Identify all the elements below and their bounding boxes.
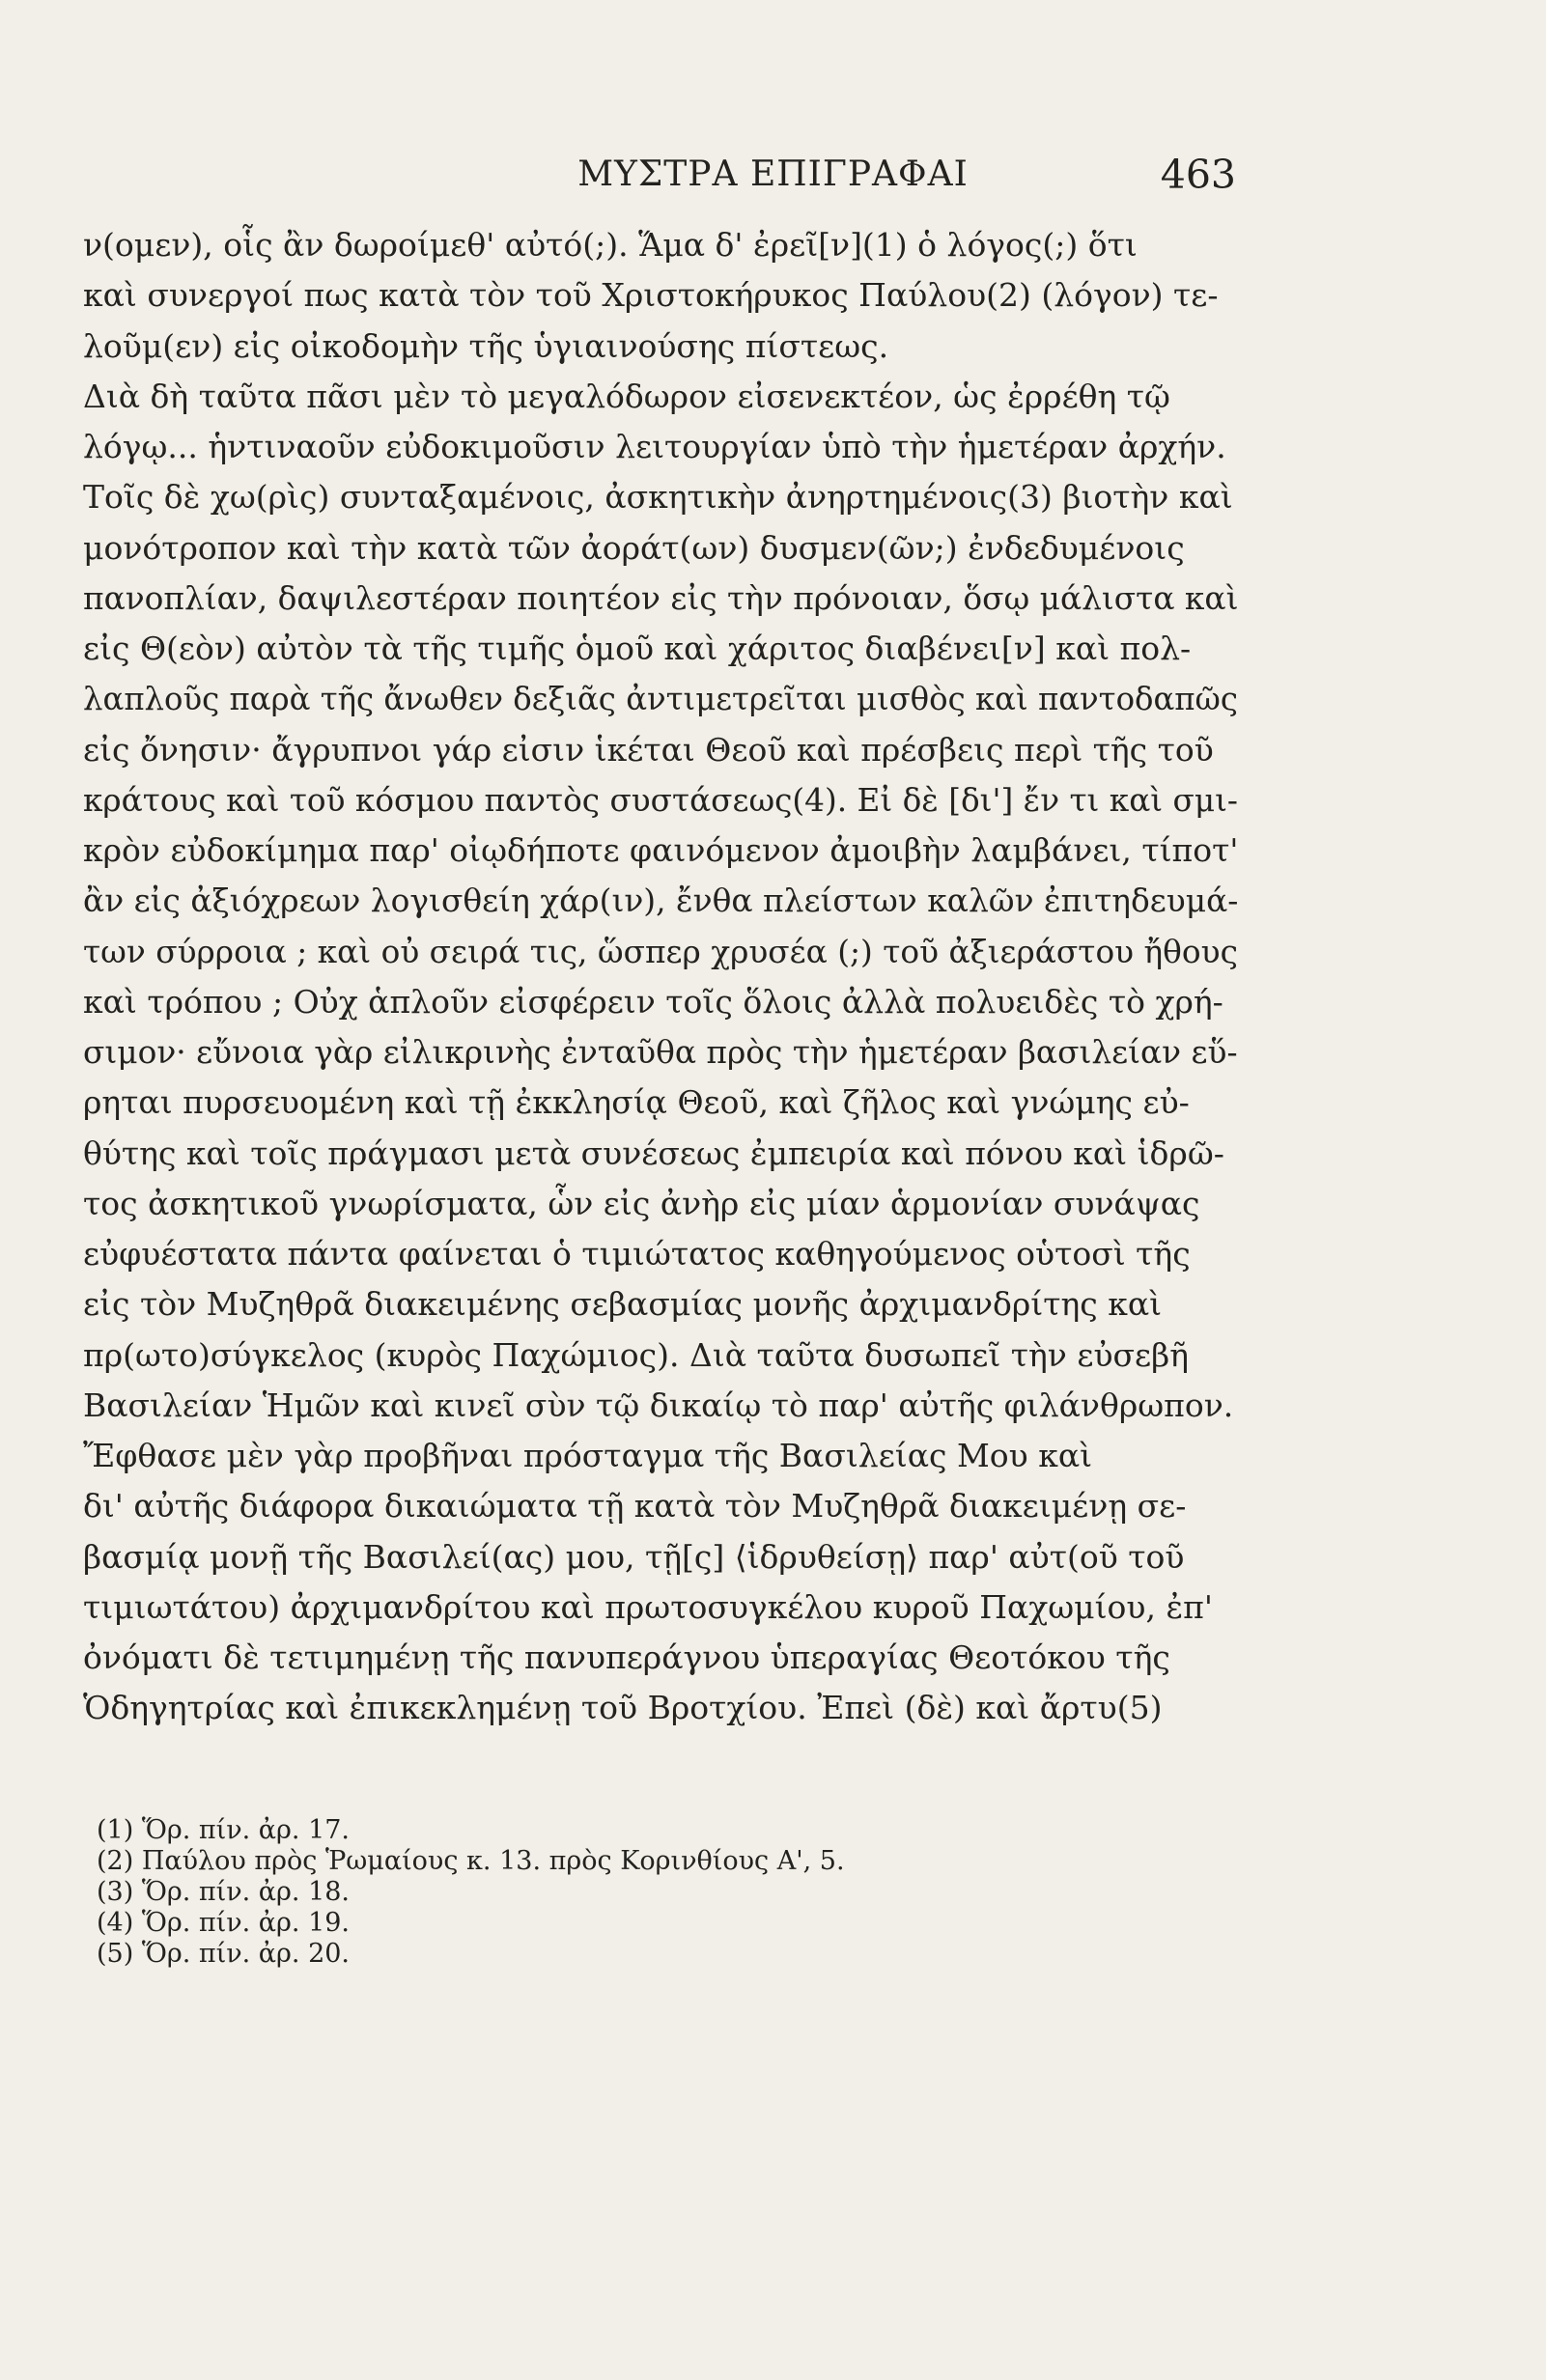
text-line: βασμίᾳ μονῇ τῆς Βασιλεί(ας) μου, τῇ[ς] ⟨ἱδρυθείσῃ⟩ παρ' αὐτ(οῦ τοῦ xyxy=(83,1537,1185,1576)
text-line: εὐφυέστατα πάντα φαίνεται ὁ τιμιώτατος καθηγούμενος οὑτοσὶ τῆς xyxy=(83,1235,1191,1273)
page-number: 463 xyxy=(1160,152,1236,198)
text-line: Ὁδηγητρίας καὶ ἐπικεκλημένῃ τοῦ Βροτχίου. Ἐπεὶ (δὲ) καὶ ἄρτυ(5) xyxy=(83,1689,1163,1727)
running-title: ΜΥΣΤΡΑ ΕΠΙΓΡΑΦΑΙ xyxy=(577,154,969,194)
text-line: τος ἀσκητικοῦ γνωρίσματα, ὧν εἰς ἀνὴρ εἰς μίαν ἁρμονίαν συνάψας xyxy=(83,1184,1200,1222)
text-line: μονότροπον καὶ τὴν κατὰ τῶν ἀοράτ(ων) δυσμεν(ῶν;) ἐνδεδυμένοις xyxy=(83,528,1185,567)
text-line: κρὸν εὐδοκίμημα παρ' οἰῳδήποτε φαινόμενον ἀμοιβὴν λαμβάνει, τίποτ' xyxy=(83,831,1239,869)
footnote: (2) Παύλου πρὸς Ῥωμαίους κ. 13. πρὸς Κορινθίους Α', 5. xyxy=(97,1846,845,1876)
text-line: καὶ τρόπου ; Οὐχ ἁπλοῦν εἰσφέρειν τοῖς ὅλοις ἀλλὰ πολυειδὲς τὸ χρή- xyxy=(83,982,1223,1021)
body-text xyxy=(83,220,1238,1734)
footnotes xyxy=(97,1815,966,1970)
text-line: λοῦμ(εν) εἰς οἰκοδομὴν τῆς ὑγιαινούσης πίστεως. xyxy=(83,326,889,365)
text-line: ὀνόματι δὲ τετιμημένῃ τῆς πανυπεράγνου ὑπεραγίας Θεοτόκου τῆς xyxy=(83,1638,1170,1676)
text-line: ν(ομεν), οἷς ἂν δωροίμεθ' αὐτό(;). Ἅμα δ' ἐρεῖ[ν](1) ὁ λόγος(;) ὅτι xyxy=(83,226,1138,264)
text-line: εἰς Θ(εὸν) αὐτὸν τὰ τῆς τιμῆς ὁμοῦ καὶ χάριτος διαβένει[ν] καὶ πολ- xyxy=(83,630,1192,667)
text-line: ρηται πυρσευομένη καὶ τῇ ἐκκλησίᾳ Θεοῦ, καὶ ζῆλος καὶ γνώμης εὐ- xyxy=(83,1083,1190,1122)
text-line: των σύρροια ; καὶ οὐ σειρά τις, ὥσπερ χρυσέα (;) τοῦ ἀξιεράστου ἤθους xyxy=(83,932,1238,970)
text-line: πανοπλίαν, δαψιλεστέραν ποιητέον εἰς τὴν πρόνοιαν, ὅσῳ μάλιστα καὶ xyxy=(83,578,1239,617)
text-line: λαπλοῦς παρὰ τῆς ἄνωθεν δεξιᾶς ἀντιμετρεῖται μισθὸς καὶ παντοδαπῶς xyxy=(83,680,1239,718)
text-line: τιμιωτάτου) ἀρχιμανδρίτου καὶ πρωτοσυγκέλου κυροῦ Παχωμίου, ἐπ' xyxy=(83,1587,1213,1626)
text-line: Ἔφθασε μὲν γὰρ προβῆναι πρόσταγμα τῆς Βασιλείας Μου καὶ xyxy=(83,1437,1093,1474)
footnote: (5) Ὅρ. πίν. ἀρ. 20. xyxy=(97,1939,351,1969)
text-line: σιμον· εὔνοια γὰρ εἰλικρινὴς ἐνταῦθα πρὸς τὴν ἡμετέραν βασιλείαν εὕ- xyxy=(83,1033,1238,1071)
text-line: ἂν εἰς ἀξιόχρεων λογισθείη χάρ(ιν), ἔνθα πλείστων καλῶν ἐπιτηδευμά- xyxy=(83,882,1239,920)
text-line: εἰς τὸν Μυζηθρᾶ διακειμένης σεβασμίας μονῆς ἀρχιμανδρίτης καὶ xyxy=(83,1285,1163,1324)
text-line: δι' αὐτῆς διάφορα δικαιώματα τῇ κατὰ τὸν Μυζηθρᾶ διακειμένῃ σε- xyxy=(83,1487,1187,1526)
text-line: εἰς ὄνησιν· ἄγρυπνοι γάρ εἰσιν ἱκέται Θεοῦ καὶ πρέσβεις περὶ τῆς τοῦ xyxy=(83,730,1214,769)
footnote: (1) Ὅρ. πίν. ἀρ. 17. xyxy=(97,1815,351,1845)
text-line: καὶ συνεργοί πως κατὰ τὸν τοῦ Χριστοκήρυκος Παύλου(2) (λόγον) τε- xyxy=(83,276,1219,315)
text-line: Διὰ δὴ ταῦτα πᾶσι μὲν τὸ μεγαλόδωρον εἰσενεκτέον, ὡς ἐρρέθη τῷ xyxy=(83,377,1170,415)
text-line: κράτους καὶ τοῦ κόσμου παντὸς συστάσεως(4). Εἰ δὲ [δι'] ἔν τι καὶ σμι- xyxy=(83,780,1238,819)
text-line: λόγῳ... ἡντιναοῦν εὐδοκιμοῦσιν λειτουργίαν ὑπὸ τὴν ἡμετέραν ἀρχήν. xyxy=(83,428,1226,465)
footnote: (3) Ὅρ. πίν. ἀρ. 18. xyxy=(97,1877,351,1907)
text-line: θύτης καὶ τοῖς πράγμασι μετὰ συνέσεως ἐμπειρία καὶ πόνου καὶ ἱδρῶ- xyxy=(83,1134,1224,1172)
text-line: Βασιλείαν Ἡμῶν καὶ κινεῖ σὺν τῷ δικαίῳ τὸ παρ' αὐτῆς φιλάνθρωπον. xyxy=(83,1386,1234,1424)
text-line: Τοῖς δὲ χω(ρὶς) συνταξαμένοις, ἀσκητικὴν ἀνηρτημένοις(3) βιοτὴν καὶ xyxy=(83,478,1233,517)
text-line: πρ(ωτο)σύγκελος (κυρὸς Παχώμιος). Διὰ ταῦτα δυσωπεῖ τὴν εὐσεβῆ xyxy=(83,1335,1189,1374)
footnote: (4) Ὅρ. πίν. ἀρ. 19. xyxy=(97,1908,351,1938)
